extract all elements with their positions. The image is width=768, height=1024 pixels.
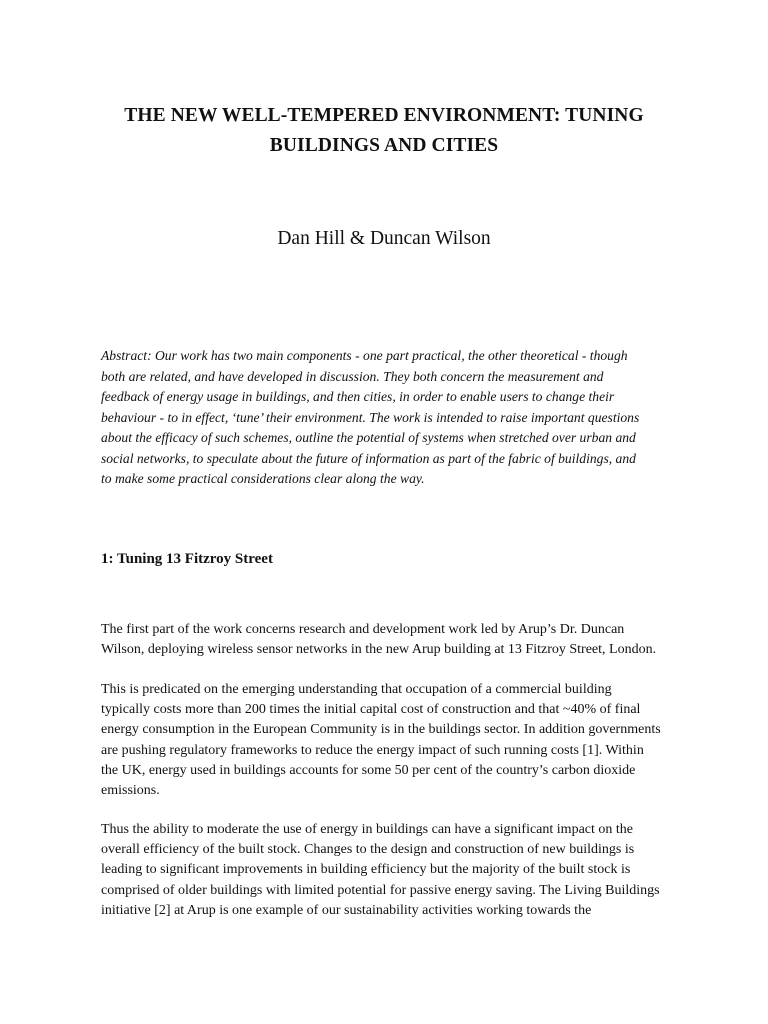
paragraph-line: energy consumption in the European Community is in the buildings sector. In addition governments	[101, 722, 661, 738]
paragraph-line: comprised of older buildings with limited potential for passive energy saving. The Living Buildings	[101, 882, 660, 898]
title-line: THE NEW WELL-TEMPERED ENVIRONMENT: TUNING	[124, 105, 644, 126]
paragraph-line: emissions.	[101, 783, 160, 799]
paragraph-line: are pushing regulatory frameworks to reduce the energy impact of such running costs [1]. Within	[101, 742, 644, 758]
paragraph-line: overall efficiency of the built stock. Changes to the design and construction of new buildings is	[101, 842, 635, 858]
title-line: BUILDINGS AND CITIES	[269, 135, 499, 156]
abstract-line: feedback of energy usage in buildings, and then cities, in order to enable users to change their	[101, 389, 615, 404]
abstract-line: social networks, to speculate about the future of information as part of the fabric of buildings, and	[101, 450, 636, 466]
abstract-line: about the efficacy of such schemes, outline the potential of systems when stretched over urban and	[101, 430, 636, 445]
body-paragraph	[101, 820, 681, 921]
paragraph-line: the UK, energy used in buildings accounts for some 50 per cent of the country’s carbon dioxide	[101, 762, 636, 778]
abstract	[101, 346, 683, 490]
paragraph-line: typically costs more than 200 times the initial capital cost of construction and that ~40% of final	[101, 702, 641, 718]
document-authors: Dan Hill & Duncan Wilson	[277, 228, 491, 249]
section-heading: 1: Tuning 13 Fitzroy Street	[101, 551, 273, 567]
paragraph-line: The first part of the work concerns research and development work led by Arup’s Dr. Duncan	[101, 622, 625, 637]
paragraph-line: leading to significant improvements in building efficiency but the majority of the built stock is	[101, 862, 631, 878]
paragraph-line: initiative [2] at Arup is one example of our sustainability activities working towards the	[101, 902, 592, 918]
abstract-line: Abstract: Our work has two main components - one part practical, the other theoretical - though	[101, 348, 628, 363]
abstract-line: behaviour - to in effect, ‘tune’ their environment. The work is intended to raise important questions	[101, 409, 640, 425]
abstract-line: to make some practical considerations clear along the way.	[101, 471, 425, 486]
paragraph-line: Wilson, deploying wireless sensor networks in the new Arup building at 13 Fitzroy Street, London.	[101, 642, 657, 658]
document-title	[60, 101, 708, 161]
paragraph-line: This is predicated on the emerging understanding that occupation of a commercial building	[101, 682, 612, 697]
body-paragraph	[101, 680, 681, 801]
abstract-line: both are related, and have developed in discussion. They both concern the measurement and	[101, 368, 604, 384]
paragraph-line: Thus the ability to moderate the use of energy in buildings can have a significant impact on the	[101, 822, 633, 837]
body-paragraph	[101, 620, 681, 660]
